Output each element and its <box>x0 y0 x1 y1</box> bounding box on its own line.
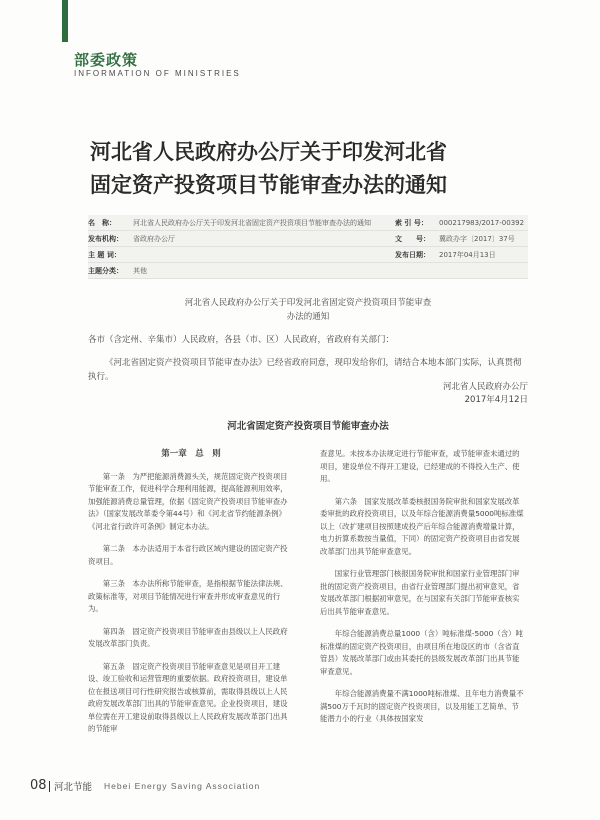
section-subtitle: INFORMATION OF MINISTRIES <box>74 69 241 78</box>
journal-name: 河北节能 <box>54 782 93 793</box>
metadata-row <box>88 263 528 279</box>
metadata-row <box>88 231 528 247</box>
notice-heading-line-2: 办法的通知 <box>286 312 330 322</box>
section-title: 部委政策 <box>74 51 139 69</box>
journal-english-name: Hebei Energy Saving Association <box>104 781 261 791</box>
meta-label: 主 题 词： <box>88 250 121 259</box>
meta-value: 000217983/2017-00392 <box>439 218 525 227</box>
section-accent-bar <box>62 0 68 42</box>
meta-label: 主题分类： <box>88 266 123 275</box>
meta-label: 发布日期： <box>395 250 430 259</box>
meta-value: 省政府办公厅 <box>133 234 175 243</box>
article-paragraph: 国家行业管理部门核报国务院审批和国家行业管理部门审批的固定资产投资项目，由省行业管理部门提出初审意见，省发展改革部门根据初审意见，在与国家有关部门节能审查核实后出具节能审查意见。 <box>320 569 520 616</box>
article-paragraph: 第一条 为严把能源消费源头关，规范固定资产投资项目节能审查工作，促进科学合理利用能源，提高能源利用效率，加强能源消费总量管理，依据《固定资产投资项目节能审查办法》（国家发展改革委令第44号）和《河北省节约能源条例》《河北省行政许可条例》制定本办法。 <box>88 471 288 531</box>
measures-title: 河北省固定资产投资项目节能审查办法 <box>227 421 389 432</box>
article-paragraph: 第三条 本办法所称节能审查，是指根据节能法律法规、政策标准等，对项目节能情况进行审查并形成审查意见的行为。 <box>88 579 288 613</box>
notice-signature <box>88 381 528 407</box>
meta-value: 河北省人民政府办公厅关于印发河北省固定资产投资项目节能审查办法的通知 <box>133 218 371 227</box>
meta-label: 名 称： <box>88 218 116 227</box>
metadata-row <box>88 215 528 231</box>
article-paragraph: 第四条 固定资产投资项目节能审查由县级以上人民政府发展改革部门负责。 <box>88 626 288 648</box>
metadata-table <box>88 215 528 279</box>
text-column-left <box>88 448 294 746</box>
article-paragraph: 年综合能源消费总量1000（含）吨标准煤-5000（含）吨标准煤的固定资产投资项目，由项目所在地设区的市（含省直管县）发展改革部门或由其委托的县级发展改革部门出具节能审查意见。 <box>320 629 523 676</box>
article-paragraph: 第六条 国家发展改革委核报国务院审批和国家发展改革委审批的政府投资项目，以及年综合能源消费量5000吨标准煤以上（改扩建项目按照建成投产后年综合能源消费增量计算，电力折算系数按当量值，下同）的固定资产投资项目由省发展改革部门出具节能审查意见。 <box>320 496 524 556</box>
notice-body: 《河北省固定资产投资项目节能审查办法》已经省政府同意，现印发给你们，请结合本地本部门实际，认真贯彻执行。 <box>88 358 522 382</box>
notice-heading-line-1: 河北省人民政府办公厅关于印发河北省固定资产投资项目节能审查 <box>184 298 432 308</box>
footer-divider <box>49 781 50 792</box>
chapter-heading: 第一章 总 则 <box>161 449 221 459</box>
article-paragraph: 第五条 固定资产投资项目节能审查意见是项目开工建设、竣工验收和运营管理的重要依据。政府投资项目，建设单位在报送项目可行性研究报告或核算前，需取得县级以上人民政府发展改革部门出具的节能审查意见。企业投资项目，建设单位需在开工建设前取得县级以上人民政府发展改革部门出具的节能审 <box>88 661 288 733</box>
title-line-1: 河北省人民政府办公厅关于印发河北省 <box>90 140 447 164</box>
title-line-2: 固定资产投资项目节能审查办法的通知 <box>90 173 447 197</box>
article-paragraph: 查意见。未按本办法规定进行节能审查，或节能审查未通过的项目，建设单位不得开工建设，已经建成的不得投入生产、使用。 <box>320 449 520 483</box>
notice-addressee: 各市（含定州、辛集市）人民政府，各县（市、区）人民政府，省政府有关部门： <box>88 335 395 345</box>
text-column-right <box>320 448 526 736</box>
article-paragraph: 年综合能源消费量不满1000吨标准煤、且年电力消费量不满500万千瓦时的固定资产投资项目，以及用能工艺简单、节能潜力小的行业（具体按国家发 <box>320 689 524 723</box>
meta-label: 索 引 号： <box>395 218 428 227</box>
meta-value: 其他 <box>133 266 147 275</box>
meta-value: 冀政办字〔2017〕37号 <box>439 234 515 243</box>
article-paragraph: 第二条 本办法适用于本省行政区域内建设的固定资产投资项目。 <box>88 544 288 566</box>
page-number: 08 <box>30 778 47 793</box>
page-title <box>90 136 530 202</box>
sign-date: 2017年4月12日 <box>464 395 528 405</box>
meta-value: 2017年04月13日 <box>439 250 496 259</box>
notice-heading <box>88 296 528 324</box>
meta-label: 发布机构： <box>88 234 123 243</box>
meta-label: 文 号： <box>395 234 430 243</box>
signer: 河北省人民政府办公厅 <box>442 382 528 392</box>
metadata-row <box>88 247 528 263</box>
